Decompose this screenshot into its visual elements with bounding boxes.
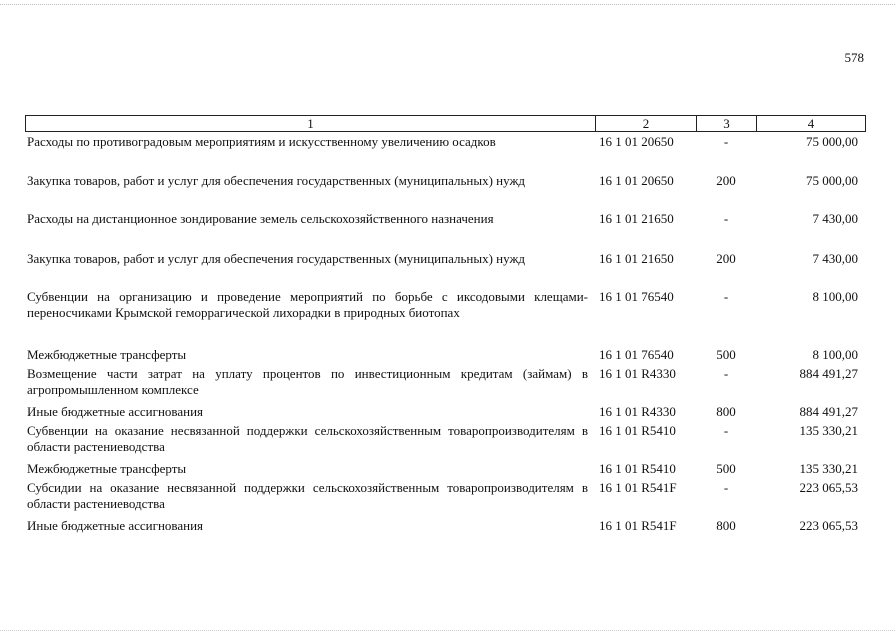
row-amount: 7 430,00 [812,251,858,266]
row-name: Иные бюджетные ассигнования [27,404,204,419]
row-code: 16 1 01 76540 [599,289,674,304]
row-code: 16 1 01 R5410 [599,423,676,438]
row-code: 16 1 01 R541F [599,480,677,495]
row-amount: 7 430,00 [812,211,858,226]
row-amount: 223 065,53 [799,480,858,495]
row-name: Закупка товаров, работ и услуг для обеспечения государственных (муниципальных) нужд [27,173,526,188]
header-col-2: 2 [596,116,697,131]
row-amount: 8 100,00 [812,289,858,304]
row-type: 800 [716,404,736,419]
row-name: Расходы по противоградовым мероприятиям и искусственному увеличению осадков [27,134,496,149]
row-amount: 223 065,53 [799,518,858,533]
page-number: 578 [844,50,864,65]
row-amount: 135 330,21 [799,461,858,476]
row-type: 800 [716,518,736,533]
row-type: 200 [716,173,736,188]
row-type: 500 [716,461,736,476]
row-type: - [723,366,729,381]
row-type: - [723,211,729,226]
row-amount: 75 000,00 [806,134,858,149]
row-code: 16 1 01 R4330 [599,366,676,381]
row-code: 16 1 01 R4330 [599,404,676,419]
row-name: Субвенции на оказание несвязанной поддержки сельскохозяйственным товаропроизводителям в области растениеводства [27,423,588,454]
header-col-1: 1 [26,116,596,131]
row-name: Возмещение части затрат на уплату процентов по инвестиционным кредитам (займам) в агропромышленном комплексе [27,366,588,397]
header-col-4: 4 [807,116,815,131]
bottom-scan-edge [0,630,895,631]
row-name: Межбюджетные трансферты [27,347,187,362]
row-code: 16 1 01 R541F [599,518,677,533]
row-code: 16 1 01 20650 [599,173,674,188]
row-amount: 8 100,00 [812,347,858,362]
row-amount: 75 000,00 [806,173,858,188]
row-code: 16 1 01 20650 [599,134,674,149]
row-name: Субвенции на организацию и проведение мероприятий по борьбе с иксодовыми клещами-переносчиками Крымской геморрагической лихорадки в природных биотопах [27,289,588,320]
row-name: Иные бюджетные ассигнования [27,518,204,533]
row-name: Межбюджетные трансферты [27,461,187,476]
row-type: - [723,134,729,149]
row-type: 500 [716,347,736,362]
row-amount: 135 330,21 [799,423,858,438]
row-name: Закупка товаров, работ и услуг для обеспечения государственных (муниципальных) нужд [27,251,526,266]
row-type: 200 [716,251,736,266]
row-code: 16 1 01 21650 [599,251,674,266]
row-name: Субсидии на оказание несвязанной поддержки сельскохозяйственным товаропроизводителям в области растениеводства [27,480,588,511]
row-code: 16 1 01 76540 [599,347,674,362]
row-name: Расходы на дистанционное зондирование земель сельскохозяйственного назначения [27,211,494,226]
row-amount: 884 491,27 [799,404,858,419]
row-code: 16 1 01 21650 [599,211,674,226]
top-scan-edge [0,4,895,5]
row-type: - [723,289,729,304]
row-code: 16 1 01 R5410 [599,461,676,476]
row-type: - [723,423,729,438]
row-type: - [723,480,729,495]
table-header-row [25,115,866,132]
header-col-3: 3 [697,116,757,131]
row-amount: 884 491,27 [799,366,858,381]
